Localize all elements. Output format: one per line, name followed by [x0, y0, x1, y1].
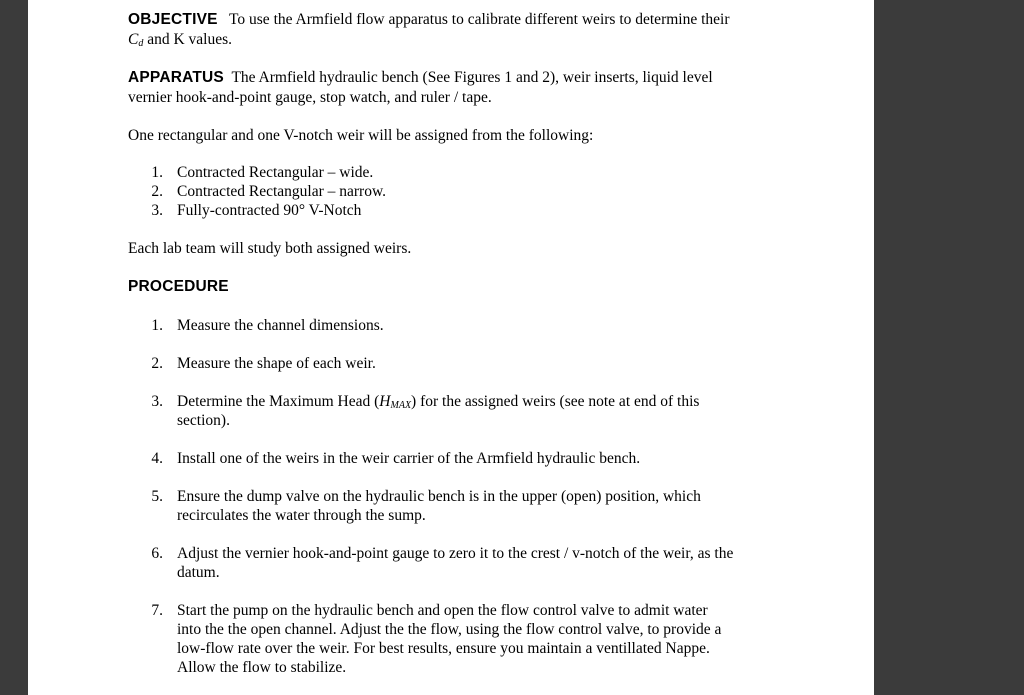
apparatus-text-1: The Armfield hydraulic bench (See Figures 1 and 2), weir inserts, liquid level [231, 69, 713, 86]
objective-heading: OBJECTIVE [128, 11, 218, 28]
objective-text: To use the Armfield flow apparatus to calibrate different weirs to determine their [229, 11, 730, 28]
hmax-subscript: MAX [390, 400, 412, 411]
weir-intro: One rectangular and one V-notch weir will be assigned from the following: [128, 127, 594, 144]
hmax-symbol: H [379, 393, 391, 410]
document-page: OBJECTIVE To use the Armfield flow apparatus to calibrate different weirs to determine their $C_d$ and K values. APPARATUS The Armfield hydraulic bench (See Figures 1 and 2), weir inserts, liquid level vernier hook-and-point gauge, stop watch, and ruler / tape. One rectangular and one V-notch weir will be assigned from the following: 1. Contracted Rectangular – wide. 2. Contracted Rectangular – narrow. 3. Fully-contracted 90° V-Notch Each lab team will study both assigned weirs. PROCEDURE 1. Measure the channel dimensions. 2. Measure the shape of each weir. 3. Determine the Maximum Head $(H_{MAX})$ for the assigned weirs (see note at end of this section). 4. Install one of the weirs in the weir carrier of the Armfield hydraulic bench. 5. Ensure the dump valve on the hydraulic bench is in the upper (open) position, which recirculates the water through the sump. 6. Adjust the vernier hook-and-point gauge to zero it to the crest / v-notch of the weir, as the datum. 7. Start the pump on the hydraulic bench and open the flow control valve to admit water into the the open channel. Adjust the the flow, using the flow control valve, to provide a low-flow rate over the weir. For best results, ensure you maintain a ventillated Nappe. Allow the flow to stabilize. [28, 0, 874, 695]
objective-text-rest: and K values. [143, 31, 233, 48]
objective-line-2 [128, 30, 232, 53]
cd-subscript: d [138, 38, 144, 49]
objective-line-1 [128, 10, 730, 29]
apparatus-line-1 [128, 68, 713, 87]
procedure-heading: PROCEDURE [128, 278, 229, 295]
team-note: Each lab team will study both assigned weirs. [128, 240, 412, 257]
apparatus-line-2: vernier hook-and-point gauge, stop watch, and ruler / tape. [128, 89, 492, 106]
apparatus-heading: APPARATUS [128, 69, 224, 86]
cd-symbol: C [128, 31, 139, 48]
